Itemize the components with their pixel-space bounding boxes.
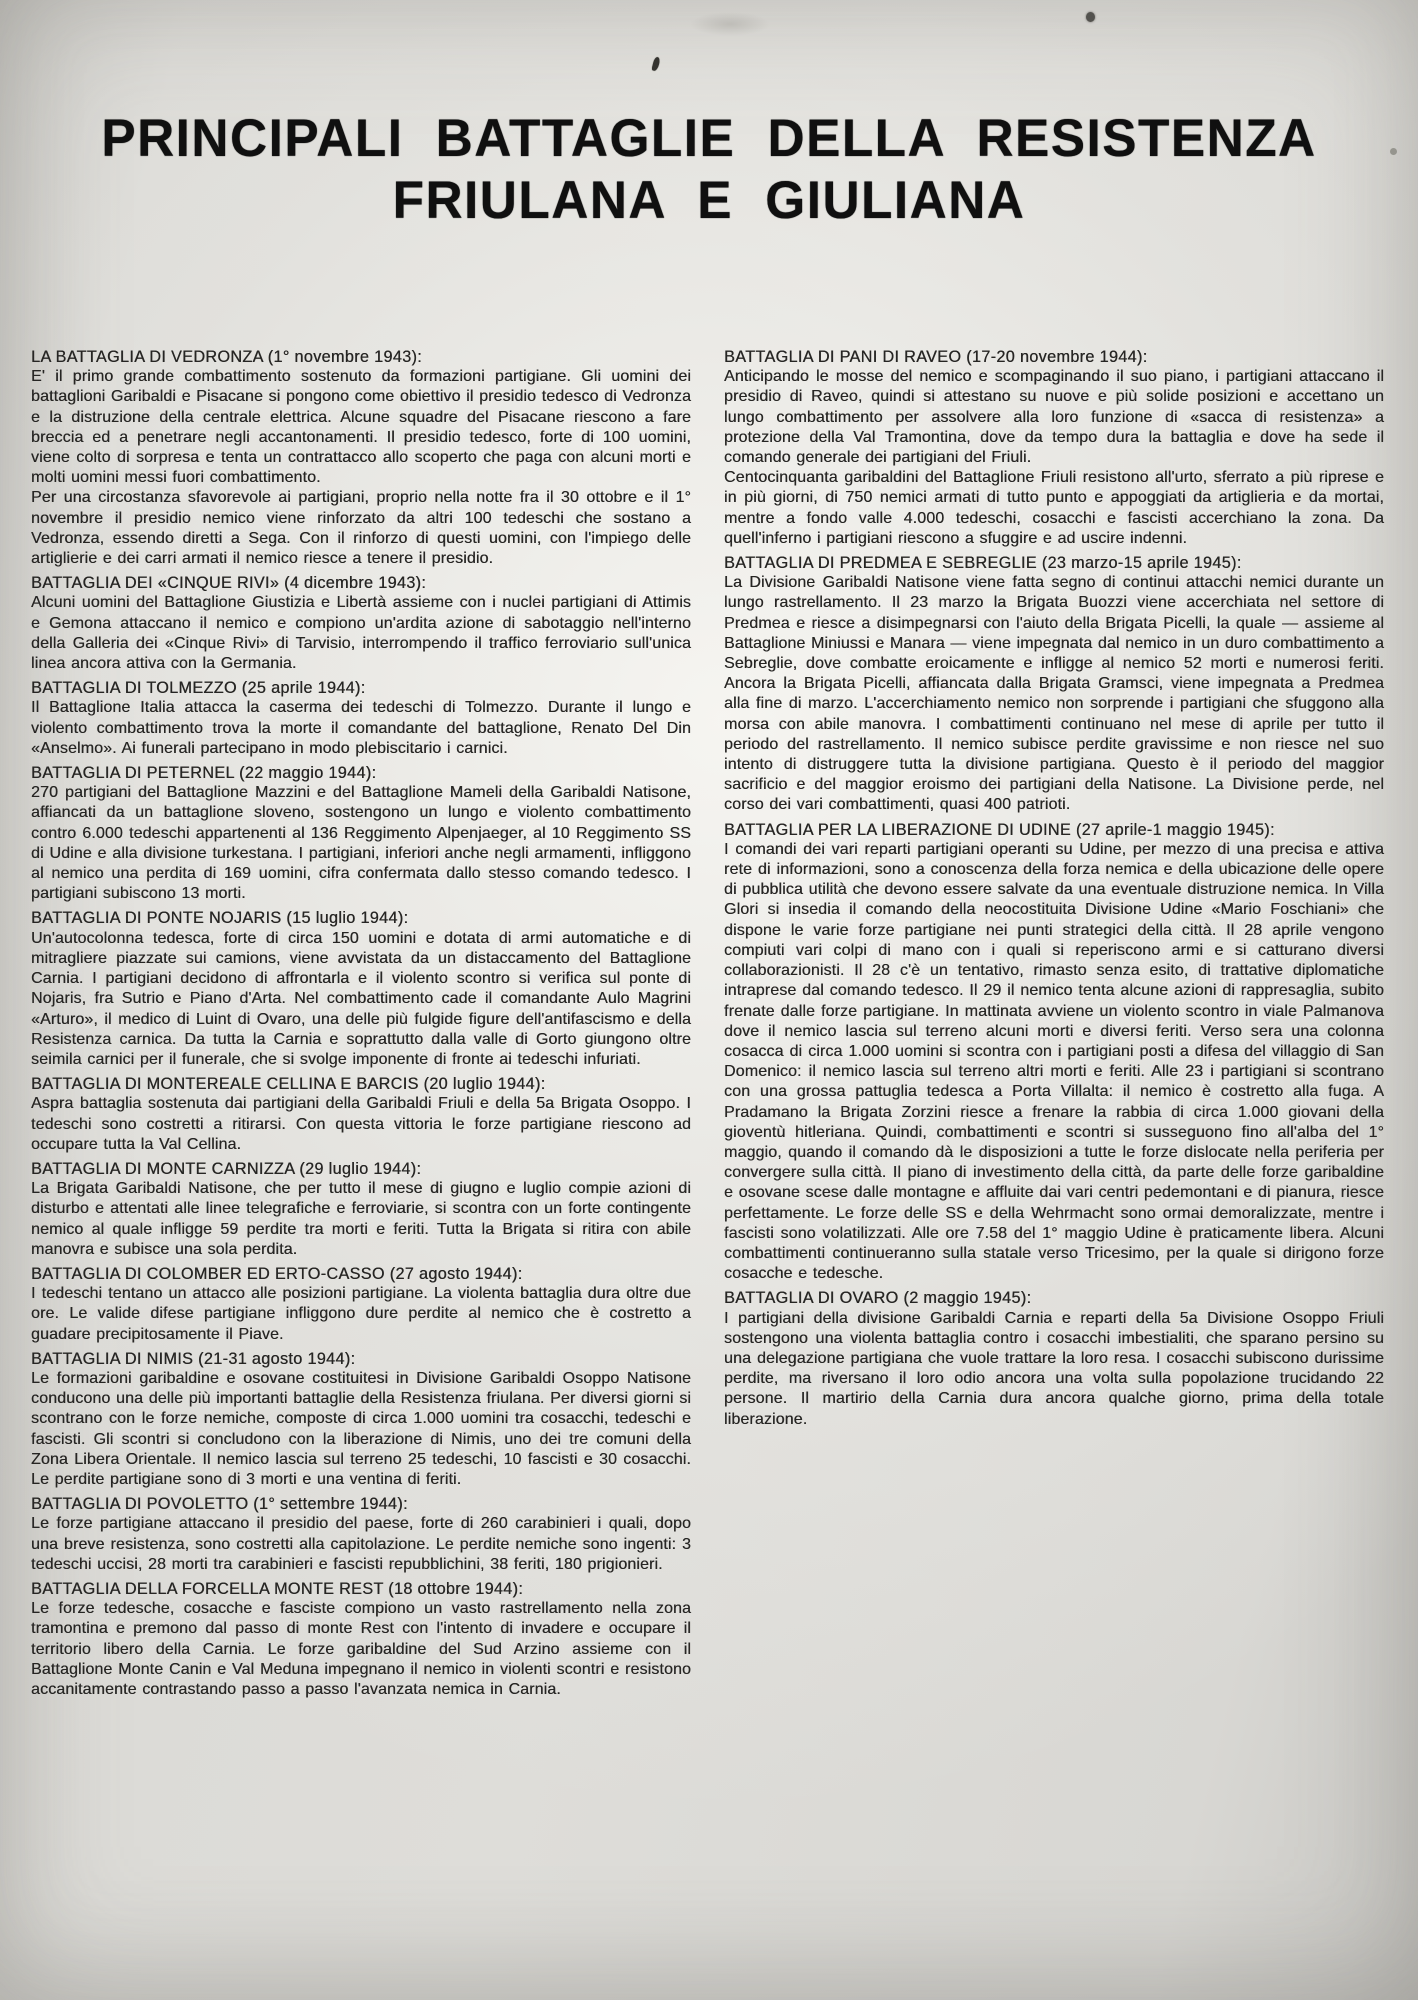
- battle-heading: BATTAGLIA DEI «CINQUE RIVI» (4 dicembre 1943):: [31, 574, 427, 593]
- battle-section-predmea-sebreglie: [724, 553, 1384, 816]
- page-title-line1: PRINCIPALI BATTAGLIE DELLA RESISTENZA: [101, 109, 1317, 168]
- battle-heading: LA BATTAGLIA DI VEDRONZA (1° novembre 1943):: [31, 348, 423, 366]
- battle-paragraph: Le forze partigiane attaccano il presidio del paese, forte di 260 carabinieri i quali, dopo una breve resistenza, sono costretti alla capitolazione. Le perdite nemiche sono ingenti: 3 tedeschi uccisi, 28 morti tra carabinieri e fascisti repubblichini, 38 feriti, 180 prigionieri.: [31, 1515, 691, 1573]
- battle-heading: BATTAGLIA DI MONTE CARNIZZA (29 luglio 1944):: [31, 1159, 422, 1178]
- battle-section-ovaro: [724, 1288, 1384, 1429]
- battle-heading: BATTAGLIA DI TOLMEZZO (25 aprile 1944):: [31, 679, 366, 698]
- left-column: [31, 347, 691, 1700]
- battle-section-peternel: [31, 763, 691, 904]
- battle-paragraph: Le forze tedesche, cosacche e fasciste compiono un vasto rastrellamento nella zona tramontina e premono dal passo di monte Rest con l'intento di invadere e occupare il territorio libero della Carnia. Le forze garibaldine del Sud Arzino assieme con il Battaglione Monte Canin e Val Meduna impegnano il nemico in violenti scontri e resistono accanitamente contrastando passo a passo l'avanzata nemica in Carnia.: [31, 1600, 691, 1698]
- battle-heading: BATTAGLIA DI PANI DI RAVEO (17-20 novembre 1944):: [724, 348, 1148, 366]
- battle-section-tolmezzo: [31, 678, 691, 759]
- battle-paragraph: La Divisione Garibaldi Natisone viene fatta segno di continui attacchi nemici durante un lungo rastrellamento. Il 23 marzo la Brigata Buozzi viene accerchiata nel settore di Predmea e riesce a disimpegnarsi con l'aiuto della Brigata Picelli, la quale — assieme al Battaglione Miniussi e Manara — viene impegnata dal nemico in un duro combattimento a Sebreglie, dove combatte eroicamente e infligge al nemico 52 morti e numerosi feriti. Ancora la Brigata Picelli, affiancata dalla Brigata Gramsci, viene impegnata a Predmea alla fine di marzo. L'accerchiamento nemico non sorprende i partigiani che sfuggono alla morsa con abile manovra. I combattimenti continuano nel mese di aprile per tutto il periodo del rastrellamento. Il nemico subisce perdite gravissime e non riesce nel suo intento di distruggere tutta la divisione partigiana. Questo è il periodo del maggior sacrificio e del maggior eroismo dei partigiani della Natisone. La Divisione perde, nel corso dei vari combattimenti, quasi 400 patrioti.: [724, 574, 1384, 814]
- battle-paragraph: 270 partigiani del Battaglione Mazzini e del Battaglione Mameli della Garibaldi Natisone, affiancati da un battaglione sloveno, sostengono un lungo e violento combattimento contro 6.000 tedeschi appartenenti al 136 Reggimento Alpenjaeger, al 10 Reggimento SS di Udine e alla divisione turkestana. I partigiani, inferiori anche negli armamenti, infliggono al nemico una perdita di 169 uomini, cifra confermata dallo stesso comando tedesco. I partigiani subiscono 13 morti.: [31, 784, 691, 903]
- battle-paragraph: Aspra battaglia sostenuta dai partigiani della Garibaldi Friuli e della 5a Brigata Osoppo. I tedeschi sono costretti a ritirarsi. Con questa vittoria le forze partigiane riescono ad occupare tutta la Val Cellina.: [31, 1095, 691, 1153]
- battle-heading: BATTAGLIA DI MONTEREALE CELLINA E BARCIS (20 luglio 1944):: [31, 1075, 546, 1094]
- right-column: [724, 347, 1384, 1700]
- battle-section-forcella-monte-rest: [31, 1579, 691, 1700]
- battle-paragraph: E' il primo grande combattimento sostenuto da formazioni partigiane. Gli uomini dei battaglioni Garibaldi e Pisacane si pongono come obiettivo il presidio tedesco di Vedronza e la distruzione della centrale elettrica. Alcune squadre del Pisacane riescono a fare breccia ed a penetrare negli accantonamenti. Il presidio tedesco, forte di 100 uomini, viene colto di sorpresa e tenta un contrattacco allo scoperto che paga con alcuni morti e molti uomini messi fuori combattimento.: [31, 368, 691, 487]
- battle-heading: BATTAGLIA DI OVARO (2 maggio 1945):: [724, 1289, 1032, 1308]
- scan-smudge: [690, 12, 770, 36]
- battle-section-vedronza: [31, 347, 691, 569]
- battle-paragraph: Alcuni uomini del Battaglione Giustizia e Libertà assieme con i nuclei partigiani di Attimis e Gemona attaccano il nemico e compiono un'ardita azione di sabotaggio nell'interno della Galleria dei «Cinque Rivi» di Tarvisio, interrompendo il traffico ferroviario sull'unica linea ancora attiva con la Germania.: [31, 594, 691, 673]
- battle-paragraph: I comandi dei vari reparti partigiani operanti su Udine, per mezzo di una precisa e attiva rete di informazioni, sono a conoscenza della forza nemica e della ubicazione delle opere di pubblica utilità che devono essere salvate da una eventuale distruzione nemica. In Villa Glori si insedia il comando della neocostituita Divisione Udine «Mario Foschiani» che dispone le varie forze partigiane nei punti strategici della città. Il 28 aprile vengono compiuti vari colpi di mano con i quali si reperiscono armi e si catturano diversi collaborazionisti. Il 28 c'è un tentativo, rimasto senza esito, di trattative diplomatiche intraprese dal comando tedesco. Il 29 il nemico tenta alcune azioni di rappresaglia, subito frenate dalle forze partigiane. In mattinata avviene un violento scontro in viale Palmanova dove il nemico lascia sul terreno alcuni morti e diversi feriti. Verso sera una colonna cosacca di circa 1.000 uomini si scontra con i partigiani posti a difesa del villaggio di San Domenico: il nemico lascia sul terreno altri morti e feriti. Alle 23 i partigiani si scontrano con una grossa pattuglia tedesca a Porta Villalta: il nemico è costretto alla fuga. A Pradamano la Brigata Zorzini riesce a frenare la rabbia di circa 1.000 giovani della gioventù hitleriana. Quindi, combattimenti e scontri si susseguono fino all'alba del 1° maggio, quando il comando dà le disposizioni a tutte le forze dislocate nella periferia per convergere sulla città. Il piano di investimento della città, da parte delle forze garibaldine e osovane scese dalle montagne e affluite dai vari centri pedemontani e di pianura, riesce perfettamente. Le forze delle SS e della Wehrmacht sono ormai demoralizzate, mentre i fascisti sono volatilizzati. Alle ore 7.58 del 1° maggio Udine è praticamente libera. Alcuni combattimenti continueranno sulla statale verso Tricesimo, per la quale si dirigono forze cosacche e tedesche.: [724, 840, 1384, 1283]
- battle-paragraph: Anticipando le mosse del nemico e scompaginando il suo piano, i partigiani attaccano il presidio di Raveo, quindi si attestano su nuove e più solide posizioni e accettano un lungo combattimento per assolvere alla loro funzione di «sacca di resistenza» a protezione della Val Tramontina, dove da tempo dura la battaglia e dove ha sede il comando generale dei partigiani del Friuli.: [724, 368, 1384, 467]
- battle-paragraph: La Brigata Garibaldi Natisone, che per tutto il mese di giugno e luglio compie azioni di disturbo e attentati alle linee telegrafiche e ferroviarie, si scontra con un forte contingente nemico al quale infligge 59 perdite tra morti e feriti. Tutta la Brigata si ritira con abile manovra e subisce una sola perdita.: [31, 1180, 691, 1258]
- battle-heading: BATTAGLIA DI PREDMEA E SEBREGLIE (23 marzo-15 aprile 1945):: [724, 554, 1242, 573]
- ink-mark: [651, 56, 660, 71]
- battle-heading: BATTAGLIA DI PETERNEL (22 maggio 1944):: [31, 764, 377, 783]
- battle-heading: BATTAGLIA DI POVOLETTO (1° settembre 1944):: [31, 1495, 408, 1514]
- battle-heading: BATTAGLIA DI COLOMBER ED ERTO-CASSO (27 agosto 1944):: [31, 1264, 523, 1283]
- battle-heading: BATTAGLIA PER LA LIBERAZIONE DI UDINE (27 aprile-1 maggio 1945):: [724, 820, 1275, 839]
- battle-section-liberazione-udine: [724, 820, 1384, 1285]
- battle-paragraph: Per una circostanza sfavorevole ai partigiani, proprio nella notte fra il 30 ottobre e il 1° novembre il presidio nemico viene rinforzato da altri 100 tedeschi che sostano a Vedronza, essendo diretti a Sega. Con il rinforzo di questi uomini, con l'impiego delle artiglierie e dei carri armati il nemico riesce a tenere il presidio.: [31, 489, 691, 568]
- battle-paragraph: Le formazioni garibaldine e osovane costituitesi in Divisione Garibaldi Osoppo Natisone conducono una delle più importanti battaglie della Resistenza friulana. Per diversi giorni si scontrano con le forze nemiche, composte di circa 1.000 uomini tra cosacchi, tedeschi e fascisti. Gli scontri si concludono con la liberazione di Nimis, uno dei tre comuni della Zona Libera Orientale. Il nemico lascia sul terreno 25 tedeschi, 10 fascisti e 30 cosacchi. Le perdite partigiane sono di 3 morti e una ventina di feriti.: [31, 1369, 691, 1488]
- battle-section-montereale: [31, 1074, 691, 1155]
- battle-paragraph: Centocinquanta garibaldini del Battaglione Friuli resistono all'urto, sferrato a più riprese e in più giorni, di 750 nemici armati di tutto punto e appoggiati da artiglieria e da mortai, mentre a fondo valle 4.000 tedeschi, cosacchi e fascisti accerchiano la zona. Da quell'inferno i partigiani riescono a sfuggire e ad uscire indenni.: [724, 469, 1384, 547]
- page-title: [21, 108, 1396, 232]
- battle-paragraph: I partigiani della divisione Garibaldi Carnia e reparti della 5a Divisione Osoppo Friuli sostengono una violenta battaglia contro i cosacchi imbestialiti, che sparano persino su una delegazione partigiana che vuole trattare la loro resa. I cosacchi subiscono durissime perdite, ma riversano il loro odio ancora una volta sulla popolazione trucidando 22 persone. Il martirio della Carnia dura ancora qualche giorno, prima della totale liberazione.: [724, 1309, 1384, 1428]
- battle-paragraph: Il Battaglione Italia attacca la caserma dei tedeschi di Tolmezzo. Durante il lungo e violento combattimento trova la morte il comandante del battaglione, Renato Del Din «Anselmo». Ai funerali partecipano in modo plebiscitario i carnici.: [31, 699, 691, 757]
- battle-heading: BATTAGLIA DELLA FORCELLA MONTE REST (18 ottobre 1944):: [31, 1579, 524, 1598]
- battle-section-pani-di-raveo: [724, 347, 1384, 549]
- battle-section-cinque-rivi: [31, 573, 691, 674]
- battle-section-monte-carnizza: [31, 1159, 691, 1260]
- battle-section-nimis: [31, 1349, 691, 1490]
- ink-dot: [1086, 12, 1095, 22]
- battle-heading: BATTAGLIA DI PONTE NOJARIS (15 luglio 1944):: [31, 909, 409, 928]
- battle-section-colomber: [31, 1264, 691, 1345]
- battle-heading: BATTAGLIA DI NIMIS (21-31 agosto 1944):: [31, 1349, 356, 1368]
- page-title-line2: FRIULANA E GIULIANA: [392, 171, 1026, 230]
- battle-section-ponte-nojaris: [31, 908, 691, 1070]
- battle-paragraph: Un'autocolonna tedesca, forte di circa 150 uomini e dotata di armi automatiche e di mitragliere piazzate sui camions, viene avvistata da un distaccamento del Battaglione Carnia. I partigiani decidono di affrontarla e il violento scontro si verifica sul ponte di Nojaris, fra Sutrio e Piano d'Arta. Nel combattimento cade il comandante Aulo Magrini «Arturo», il medico di Luint di Ovaro, una delle più fulgide figure dell'antifascismo e della Resistenza carnica. Da tutta la Carnia e soprattutto dalla valle di Gorto giungono oltre seimila carnici per il funerale, che si svolge imponente di fronte ai tedeschi infuriati.: [31, 929, 691, 1068]
- text-columns: [31, 347, 1383, 1700]
- battle-section-povoletto: [31, 1494, 691, 1575]
- battle-paragraph: I tedeschi tentano un attacco alle posizioni partigiane. La violenta battaglia dura oltre due ore. Le valide difese partigiane infliggono dure perdite al nemico che è costretto a guadare precipitosamente il Piave.: [31, 1285, 691, 1343]
